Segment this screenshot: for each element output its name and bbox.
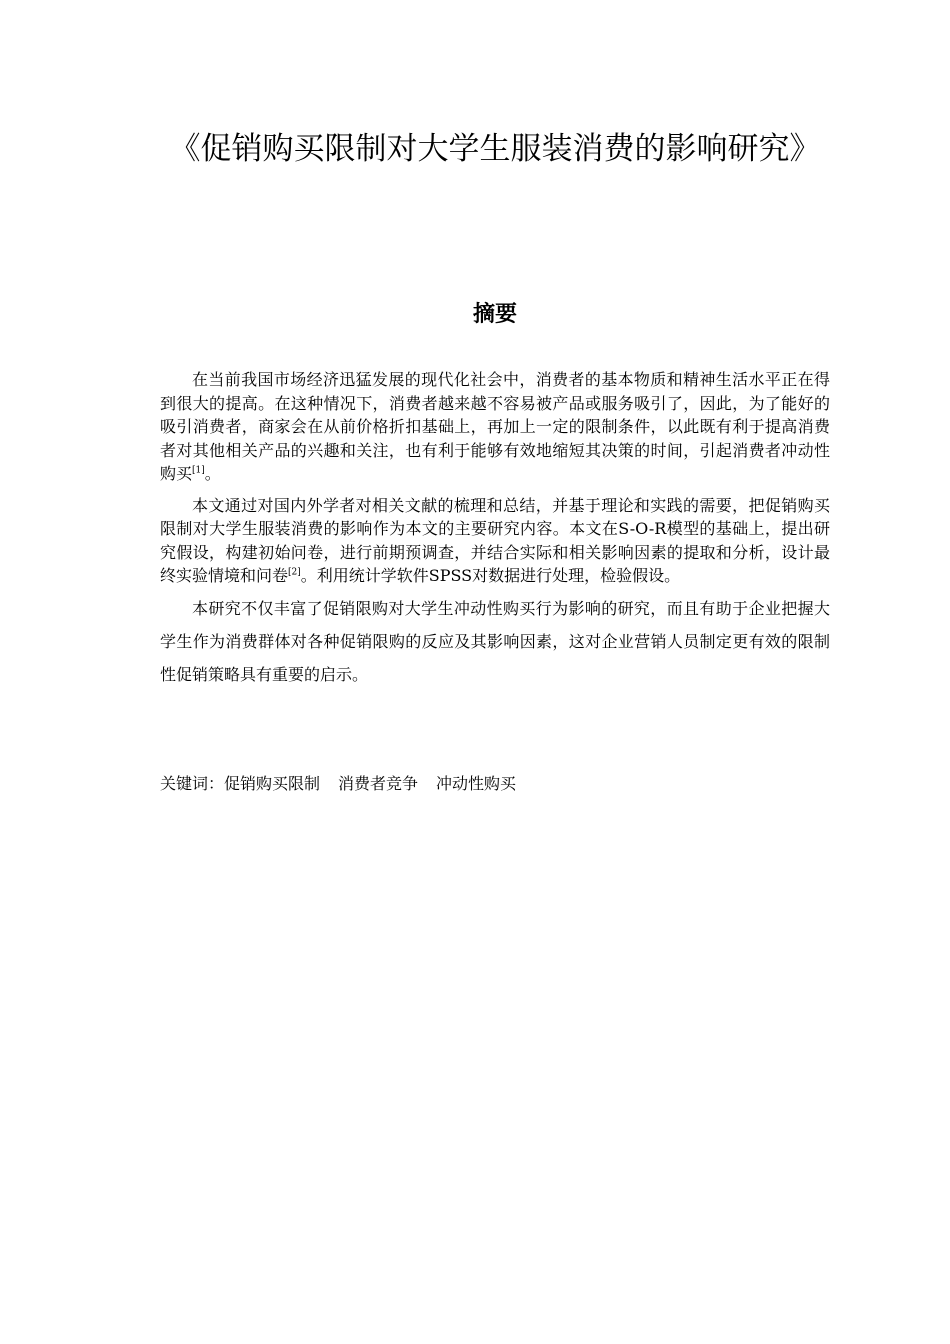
abstract-body: [160, 368, 830, 699]
keyword-item: 冲动性购买: [436, 774, 517, 793]
keyword-item: 消费者竞争: [338, 774, 419, 793]
keywords-line: [160, 772, 830, 796]
paragraph-end: 。利用统计学软件SPSS对数据进行处理，检验假设。: [300, 566, 681, 585]
keyword-item: 促销购买限制: [224, 774, 321, 793]
abstract-paragraph-3: [160, 592, 830, 691]
citation-2: [2]: [288, 567, 301, 578]
abstract-paragraph-2: [160, 494, 830, 588]
paragraph-end: 。: [204, 464, 221, 483]
abstract-paragraph-1: [160, 368, 830, 486]
paragraph-text: 在当前我国市场经济迅猛发展的现代化社会中，消费者的基本物质和精神生活水平正在得到很大的提高。在这种情况下，消费者越来越不容易被产品或服务吸引了，因此，为了能好的吸引消费者，商家会在从前价格折扣基础上，再加上一定的限制条件，以此既有利于提高消费者对其他相关产品的兴趣和关注，也有利于能够有效地缩短其决策的时间，引起消费者冲动性购买: [160, 370, 830, 483]
abstract-heading: 摘要: [472, 302, 517, 327]
citation-1: [1]: [192, 465, 205, 476]
document-title: 《促销购买限制对大学生服装消费的影响研究》: [169, 131, 821, 167]
paragraph-text: 本研究不仅丰富了促销限购对大学生冲动性购买行为影响的研究，而且有助于企业把握大学生作为消费群体对各种促销限购的反应及其影响因素，这对企业营销人员制定更有效的限制性促销策略具有重要的启示。: [160, 598, 830, 684]
keywords-label: 关键词：: [160, 774, 225, 793]
paragraph-text: 本文通过对国内外学者对相关文献的梳理和总结，并基于理论和实践的需要，把促销购买限制对大学生服装消费的影响作为本文的主要研究内容。本文在S-O-R模型的基础上，提出研究假设，构建初始问卷，进行前期预调查，并结合实际和相关影响因素的提取和分析，设计最终实验情境和问卷: [160, 495, 830, 585]
